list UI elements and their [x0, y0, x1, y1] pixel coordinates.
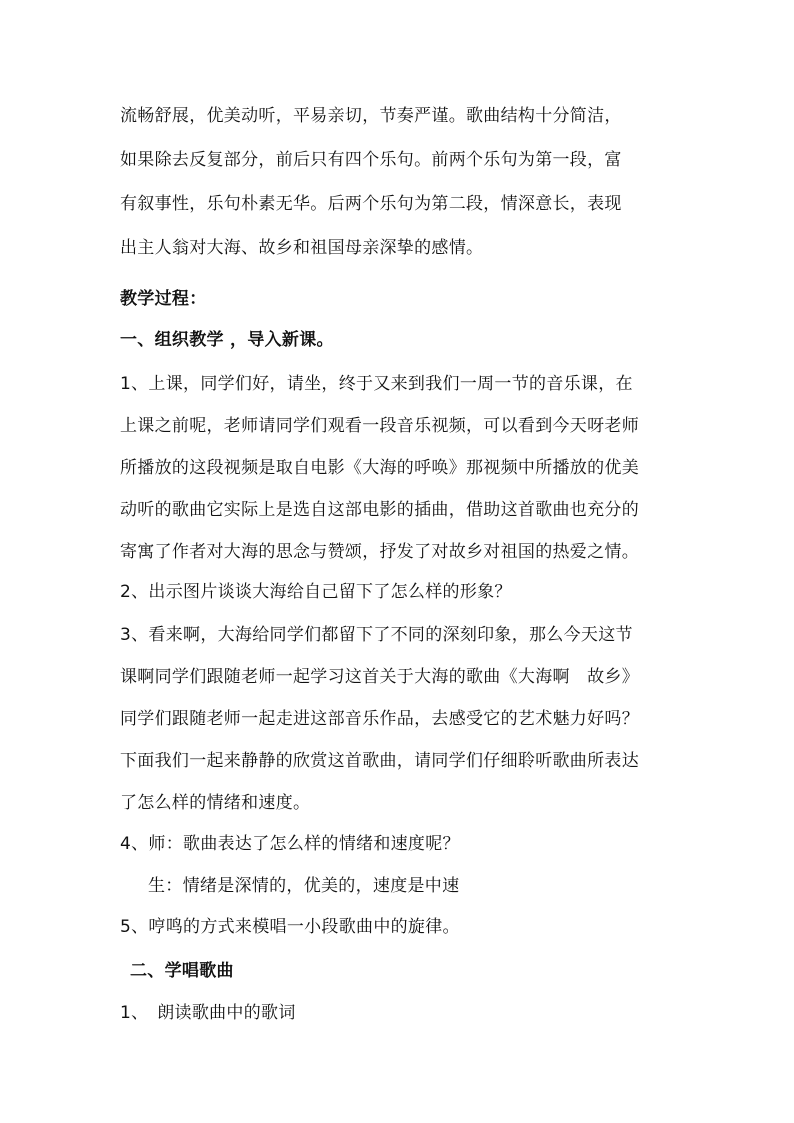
section1-item4: 4、师：歌曲表达了怎么样的情绪和速度呢？: [120, 834, 460, 854]
section1-item1-line-1: 1、上课，同学们好，请坐，终于又来到我们一周一节的音乐课，在: [120, 374, 633, 394]
section1-item1-line-2: 上课之前呢，老师请同学们观看一段音乐视频，可以看到今天呀老师: [120, 416, 639, 436]
section1-item1-line-5: 寄寓了作者对大海的思念与赞颂，抒发了对故乡对祖国的热爱之情。: [120, 542, 639, 562]
intro-line-1: 流畅舒展，优美动听，平易亲切，节奏严谨。歌曲结构十分简洁，: [120, 106, 622, 126]
section2-item1: 1、 朗读歌曲中的歌词: [120, 1003, 296, 1023]
section1-heading: 一、组织教学 ，导入新课。: [120, 330, 334, 350]
intro-line-3: 有叙事性，乐句朴素无华。后两个乐句为第二段，情深意长，表现: [120, 194, 622, 214]
section1-item2: 2、出示图片谈谈大海给自己留下了怎么样的形象？: [120, 582, 512, 602]
process-heading: 教学过程：: [120, 289, 207, 309]
section1-item1-line-4: 动听的歌曲它实际上是选自这部电影的插曲，借助这首歌曲也充分的: [120, 500, 639, 520]
section1-item3-line-2: 课啊同学们跟随老师一起学习这首关于大海的歌曲《大海啊 故乡》: [120, 667, 639, 687]
section1-item3-line-5: 了怎么样的情绪和速度。: [120, 793, 311, 813]
section1-item4-answer: 生：情绪是深情的，优美的，速度是中速: [148, 876, 460, 896]
section1-item1-line-3: 所播放的这段视频是取自电影《大海的呼唤》那视频中所播放的优美: [120, 458, 639, 478]
section1-item3-line-1: 3、看来啊，大海给同学们都留下了不同的深刻印象，那么今天这节: [120, 625, 633, 645]
section1-item5: 5、哼鸣的方式来模唱一小段歌曲中的旋律。: [120, 917, 460, 937]
intro-line-4: 出主人翁对大海、故乡和祖国母亲深挚的感情。: [120, 238, 484, 258]
section1-item3-line-3: 同学们跟随老师一起走进这部音乐作品，去感受它的艺术魅力好吗？: [120, 709, 639, 729]
intro-line-2: 如果除去反复部分，前后只有四个乐句。前两个乐句为第一段，富: [120, 150, 622, 170]
section1-item3-line-4: 下面我们一起来静静的欣赏这首歌曲，请同学们仔细聆听歌曲所表达: [120, 751, 639, 771]
section2-heading: 二、学唱歌曲: [130, 961, 234, 981]
